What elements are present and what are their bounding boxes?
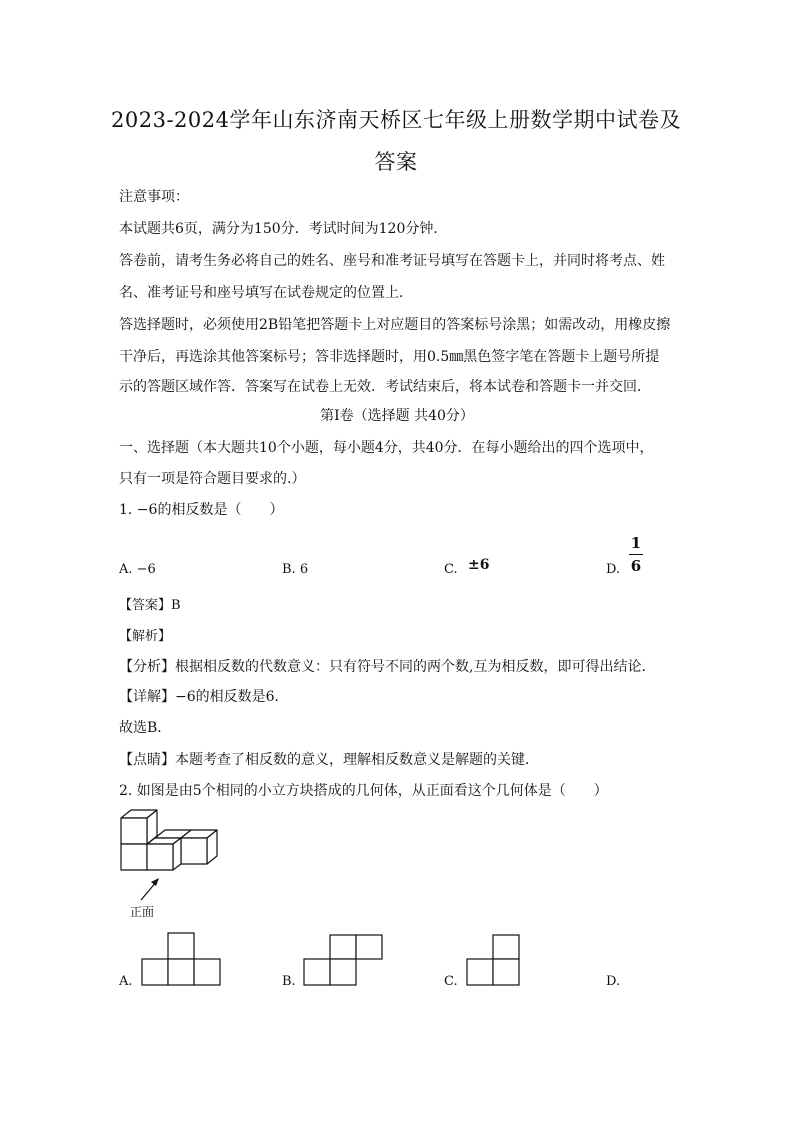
q1-dianjing: 【点睛】本题考查了相反数的意义，理解相反数意义是解题的关键． — [119, 752, 539, 768]
notice-2b: 名、准考证号和座号填写在试卷规定的位置上． — [119, 285, 413, 301]
q1-option-d-label: D. — [606, 562, 621, 577]
notice-2a: 答卷前，请考生务必将自己的姓名、座号和准考证号填写在答题卡上，并同时将考点、姓 — [119, 253, 665, 269]
q2-option-c-label: C. — [444, 974, 458, 989]
doc-title-line2: 答案 — [374, 150, 418, 174]
q1-stem: 1. −6的相反数是（ ） — [119, 502, 284, 518]
q2-option-b-label: B. — [282, 974, 296, 989]
q2-stem: 2. 如图是由5个相同的小立方块搭成的几何体，从正面看这个几何体是（ ） — [119, 783, 608, 799]
q1-option-c-label: C. — [444, 562, 458, 577]
q1-option-b: B. 6 — [282, 562, 309, 577]
cube-side-face — [173, 838, 181, 870]
q1-guxuan: 故选B． — [119, 720, 172, 736]
q1-option-c-value: ±6 — [468, 557, 490, 573]
fraction-denominator: 6 — [630, 557, 642, 575]
section-intro-b: 只有一项是符合题目要求的.） — [119, 471, 306, 487]
q2-option-b-figure — [303, 934, 385, 988]
part-title: 第Ⅰ卷（选择题 共40分） — [320, 408, 474, 424]
q1-xiangjie: 【详解】−6的相反数是6． — [119, 689, 289, 705]
q1-option-a: A. −6 — [119, 562, 156, 577]
notice-heading: 注意事项： — [119, 189, 189, 205]
front-arrow-icon — [138, 876, 162, 902]
q1-option-d-fraction — [629, 534, 643, 575]
cube-front-face — [121, 818, 147, 844]
front-label: 正面 — [130, 905, 155, 919]
fraction-bar — [629, 554, 643, 555]
q2-option-c-figure — [466, 934, 522, 988]
cube-front-face — [147, 844, 173, 870]
cube-front-face — [181, 838, 207, 864]
section-intro-a: 一、选择题（本大题共10个小题，每小题4分，共40分．在每小题给出的四个选项中， — [119, 440, 654, 456]
fraction-numerator: 1 — [630, 534, 642, 552]
notice-3a: 答选择题时，必须使用2B铅笔把答题卡上对应题目的答案标号涂黑；如需改动，用橡皮擦 — [119, 317, 671, 333]
notice-1: 本试题共6页，满分为150分．考试时间为120分钟． — [119, 221, 448, 237]
q1-fenxi: 【分析】根据相反数的代数意义：只有符号不同的两个数,互为相反数，即可得出结论． — [119, 659, 656, 675]
q2-option-a-figure — [141, 932, 223, 986]
notice-3c: 示的答题区域作答．答案写在试卷上无效．考试结束后，将本试卷和答题卡一并交回． — [119, 379, 651, 395]
cube-front-face — [121, 844, 147, 870]
cube-figure — [115, 808, 225, 883]
doc-title-line1: 2023-2024学年山东济南天桥区七年级上册数学期中试卷及 — [111, 108, 681, 132]
q1-answer: 【答案】B — [119, 598, 181, 613]
q2-option-d-label: D. — [606, 974, 621, 989]
q1-analysis-heading: 【解析】 — [119, 629, 172, 644]
q2-option-a-label: A. — [119, 974, 133, 989]
notice-3b: 干净后，再选涂其他答案标号；答非选择题时，用0.5㎜黑色签字笔在答题卡上题号所提 — [119, 349, 660, 365]
